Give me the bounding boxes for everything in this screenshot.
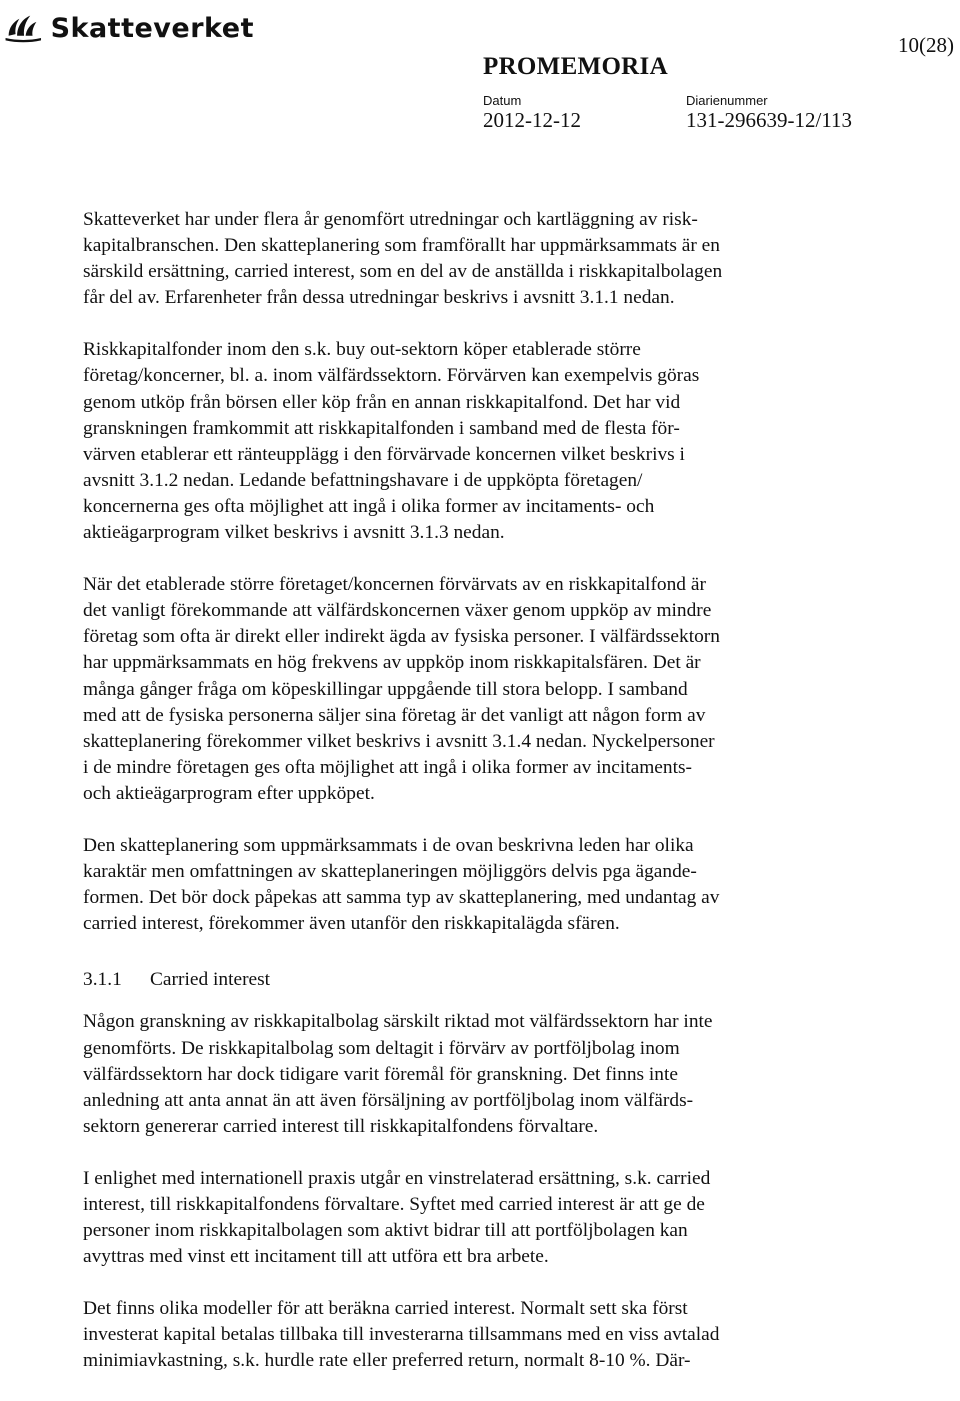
paragraph-intro: Skatteverket har under flera år genomfört utredningar och kartläggning av risk- kapitalbranschen. Den skatteplanering som framförallt har uppmärksammats är en särskild ersättning, carried interest, som en del av de anställda i riskkapitalbolagen får del av. Erfarenheter från dessa utredningar beskrivs i avsnitt 3.1.1 nedan.: [83, 209, 723, 309]
paragraph-review: Någon granskning av riskkapitalbolag särskilt riktad mot välfärdssektorn har inte genomförts. De riskkapitalbolag som deltagit i förvärv av portföljbolag inom välfärdssektorn har dock tidigare varit föremål för granskning. Det finns inte anledning att anta annat än att även försäljning av portföljbolag inom välfärds- sektorn genererar carried interest till riskkapitalfondens förvaltare.: [83, 1011, 713, 1137]
diary-number-value: 131-296639-12/113: [686, 108, 853, 132]
paragraph-ownership-form: Den skatteplanering som uppmärksammats i de ovan beskrivna leden har olika karaktär men omfattningen av skatteplaneringen möjliggörs delvis pga ägande- formen. Det bör dock påpekas att samma typ av skatteplanering, med undantag av carried interest, förekommer även utanför den riskkapitalägda sfären.: [83, 834, 720, 935]
paragraph-buyout: Riskkapitalfonder inom den s.k. buy out-sektorn köper etablerade större företag/koncerner, bl. a. inom välfärdssektorn. Förvärven kan exempelvis göras genom utköp från börsen eller köp från en annan riskkapitalfond. Det har vid granskningen framkommit att riskkapitalfonden i samband med de flesta för- värven etablerar ett ränteupplägg i den förvärvade koncernen vilket beskrivs i avsnitt 3.1.2 nedan. Ledande befattningshavare i de uppköpta företagen/ koncernerna ges ofta möjlighet att ingå i olika former av incitaments- och aktieägarprogram vilket beskrivs i avsnitt 3.1.3 nedan.: [83, 339, 700, 544]
section-title: Carried interest: [150, 969, 271, 991]
section-number: 3.1.1: [83, 969, 122, 991]
paragraph-models: Det finns olika modeller för att beräkna carried interest. Normalt sett ska först investerat kapital betalas tillbaka till investerarna tillsammans med en viss avtalad minimiavkastning, s.k. hurdle rate eller preferred return, normalt 8-10 %. Där-: [83, 1298, 720, 1372]
section-heading: [83, 967, 943, 993]
document-type-title: PROMEMORIA: [483, 53, 668, 80]
paragraph-welfare-acquisitions: När det etablerade större företaget/koncernen förvärvats av en riskkapitalfond är det vanligt förekommande att välfärdskoncernen växer genom uppköp av mindre företag som ofta är direkt eller indirekt ägda av fysiska personer. I välfärdssektorn har uppmärksammats en hög frekvens av uppköp inom riskkapitalsfären. Det är många gånger fråga om köpeskillingar uppgående till stora belopp. I samband med att de fysiska personerna säljer sina företag är det vanligt att någon form av skatteplanering förekommer vilket beskrivs i avsnitt 3.1.4 nedan. Nyckelpersoner i de mindre företagen ges ofta möjlighet att ingå i olika former av incitaments- och aktieägarprogram efter uppköpet.: [83, 574, 720, 804]
page-number: 10(28): [898, 33, 954, 57]
paragraph-carried-interest-definition: I enlighet med internationell praxis utgår en vinstrelaterad ersättning, s.k. carried interest, till riskkapitalfondens förvaltare. Syftet med carried interest är att ge de personer inom riskkapitalbolagen som aktivt bidrar till att portföljbolagen kan avyttras med vinst ett incitament till att utföra ett bra arbete.: [83, 1167, 711, 1268]
document-body: [83, 207, 943, 1401]
agency-logo: [4, 6, 254, 50]
agency-name: Skatteverket: [50, 12, 254, 44]
diary-number-label: Diarienummer: [686, 93, 768, 108]
skatteverket-crown-icon: [4, 8, 43, 48]
date-value: 2012-12-12: [483, 108, 581, 132]
date-label: Datum: [483, 93, 522, 108]
